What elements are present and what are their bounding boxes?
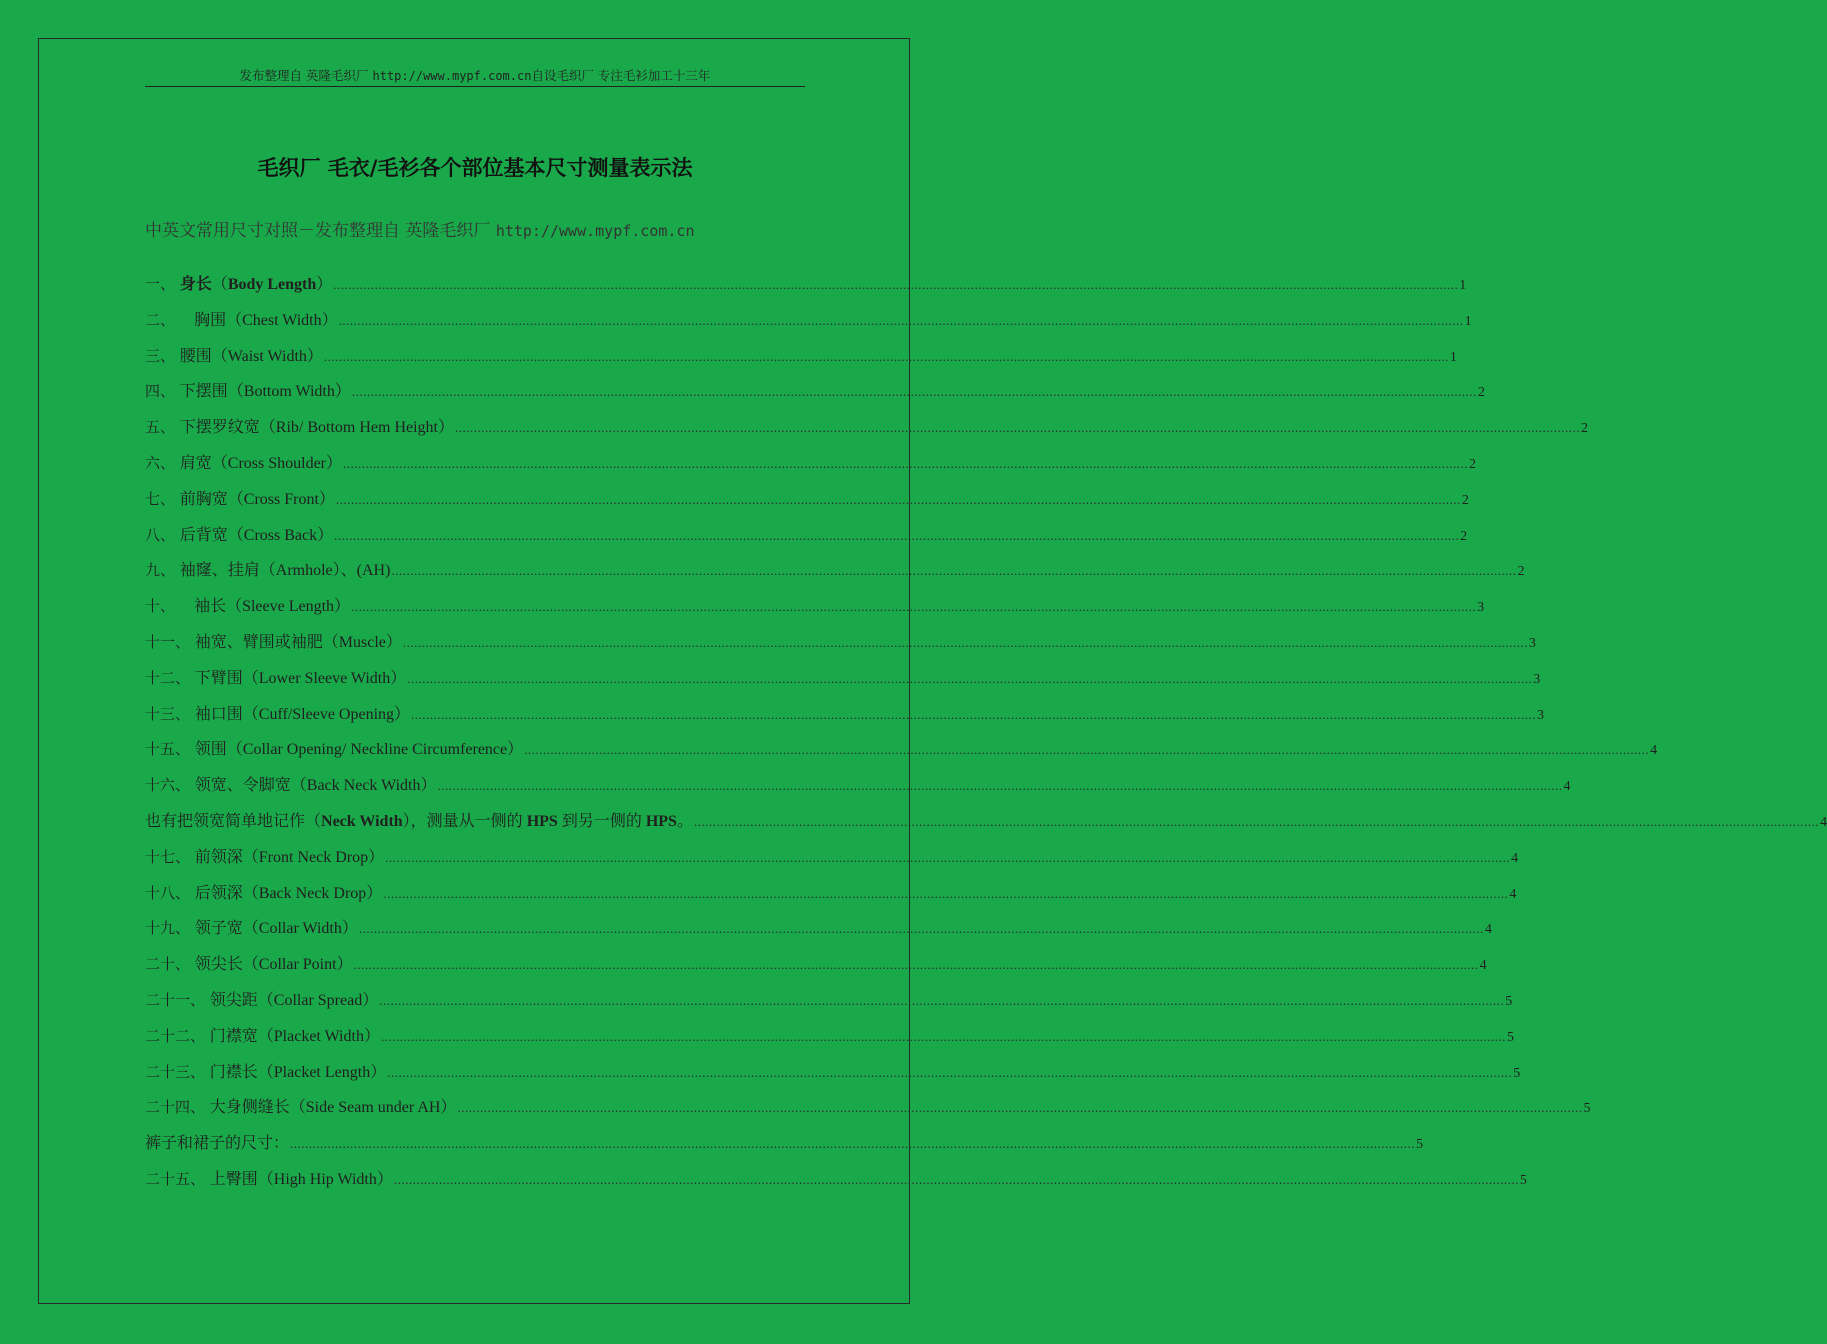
toc-entry-page-number: 4	[1479, 958, 1487, 974]
document-title: 毛织厂 毛衣/毛衫各个部位基本尺寸测量表示法	[257, 156, 693, 180]
toc-entry[interactable]	[145, 661, 1541, 697]
toc-entry[interactable]	[145, 804, 1827, 840]
toc-entry-label-part: ）	[316, 276, 333, 293]
toc-leader-dots: ............................................................................................................................................................................................................................................................................................................	[411, 706, 1537, 722]
toc-entry-page-number: 4	[1484, 922, 1492, 938]
toc-entry-label: 上臀围（High Hip Width）	[209, 1170, 393, 1188]
toc-entry-number: 十八、	[145, 883, 195, 902]
toc-entry[interactable]	[145, 983, 1513, 1019]
toc-leader-dots: ............................................................................................................................................................................................................................................................................................................	[338, 312, 1464, 328]
toc-entry-label: 裤子和裙子的尺寸：	[145, 1135, 290, 1153]
toc-entry-label-part: 身长	[179, 276, 212, 293]
toc-entry-number: 二十二、	[145, 1026, 210, 1045]
toc-leader-dots: ............................................................................................................................................................................................................................................................................................................	[383, 885, 1509, 901]
toc-entry-number: 二十四、	[145, 1098, 210, 1117]
toc-leader-dots: ............................................................................................................................................................................................................................................................................................................	[323, 348, 1449, 364]
toc-entry-number: 二十三、	[145, 1062, 210, 1081]
toc-entry-number: 十一、	[145, 632, 195, 651]
toc-entry-page-number: 5	[1505, 993, 1513, 1009]
toc-entry-label: 下摆围（Bottom Width）	[179, 383, 351, 401]
toc-leader-dots: ............................................................................................................................................................................................................................................................................................................	[402, 634, 1528, 650]
toc-entry-label: 领尖长（Collar Point）	[194, 956, 353, 974]
toc-leader-dots: ............................................................................................................................................................................................................................................................................................................	[380, 1028, 1506, 1044]
toc-leader-dots: ............................................................................................................................................................................................................................................................................................................	[457, 1100, 1583, 1116]
toc-leader-dots: ............................................................................................................................................................................................................................................................................................................	[343, 455, 1469, 471]
toc-entry-number: 三、	[145, 346, 180, 365]
toc-entry-label: 下臂围（Lower Sleeve Width）	[194, 669, 407, 687]
toc-entry[interactable]	[145, 1090, 1591, 1126]
toc-entry-page-number: 5	[1513, 1065, 1521, 1081]
toc-entry-number: 六、	[145, 453, 180, 472]
toc-entry[interactable]	[145, 1162, 1527, 1198]
toc-leader-dots: ............................................................................................................................................................................................................................................................................................................	[391, 563, 1517, 579]
toc-leader-dots: ............................................................................................................................................................................................................................................................................................................	[455, 420, 1581, 436]
toc-leader-dots: ............................................................................................................................................................................................................................................................................................................	[524, 742, 1650, 758]
toc-entry-page-number: 3	[1477, 600, 1485, 616]
toc-entry-page-number: 3	[1528, 635, 1536, 651]
toc-leader-dots: ............................................................................................................................................................................................................................................................................................................	[379, 992, 1505, 1008]
header-suffix: 自设毛织厂 专注毛衫加工十三年	[531, 68, 711, 83]
toc-entry-label	[145, 804, 693, 840]
toc-entry-page-number: 2	[1460, 528, 1468, 544]
toc-entry-number: 二、	[145, 310, 195, 329]
toc-entry[interactable]	[145, 446, 1477, 482]
toc-leader-dots: ............................................................................................................................................................................................................................................................................................................	[385, 849, 1511, 865]
toc-entry-page-number: 2	[1477, 385, 1485, 401]
toc-entry[interactable]	[145, 697, 1545, 733]
toc-entry-number: 四、	[145, 382, 180, 401]
header-prefix: 发布整理自 英隆毛织厂	[239, 68, 373, 83]
toc-leader-dots: ............................................................................................................................................................................................................................................................................................................	[437, 778, 1563, 794]
toc-entry-number: 十七、	[145, 847, 195, 866]
toc-entry-number: 十三、	[145, 704, 195, 723]
toc-entry-number: 五、	[145, 418, 180, 437]
toc-entry-label: 领尖距（Collar Spread）	[209, 991, 379, 1009]
toc-entry-label: 领宽、令脚宽（Back Neck Width）	[194, 777, 437, 795]
toc-entry-page-number: 5	[1583, 1101, 1591, 1117]
subtitle-text: 中英文常用尺寸对照－发布整理自 英隆毛织厂	[145, 221, 496, 241]
toc-entry-label-part: Body Length	[227, 276, 317, 293]
toc-entry[interactable]	[145, 1126, 1424, 1162]
header-url[interactable]: http://www.mypf.com.cn	[372, 69, 532, 83]
toc-leader-dots: ............................................................................................................................................................................................................................................................................................................	[387, 1064, 1513, 1080]
table-of-contents	[145, 267, 1827, 1198]
toc-leader-dots: ............................................................................................................................................................................................................................................................................................................	[351, 599, 1477, 615]
toc-entry[interactable]	[145, 840, 1519, 876]
toc-entry-page-number: 2	[1581, 421, 1589, 437]
toc-leader-dots: ............................................................................................................................................................................................................................................................................................................	[290, 1136, 1416, 1152]
toc-entry[interactable]	[145, 768, 1571, 804]
toc-entry-number: 七、	[145, 489, 180, 508]
toc-entry-label: 大身侧缝长（Side Seam under AH）	[209, 1099, 457, 1117]
toc-leader-dots: ............................................................................................................................................................................................................................................................................................................	[333, 277, 1459, 292]
toc-leader-dots: ............................................................................................................................................................................................................................................................................................................	[334, 527, 1460, 543]
toc-entry-label: 袖长（Sleeve Length）	[194, 598, 351, 616]
toc-entry-page-number: 5	[1519, 1172, 1527, 1188]
toc-entry-label: 领围（Collar Opening/ Neckline Circumference）	[194, 741, 524, 759]
toc-entry-number: 十、	[145, 597, 195, 616]
toc-entry[interactable]	[145, 911, 1492, 947]
toc-entry[interactable]	[145, 1019, 1514, 1055]
toc-entry-label-part: HPS	[526, 812, 558, 830]
toc-entry-page-number: 4	[1819, 814, 1827, 830]
toc-entry-number: 八、	[145, 525, 180, 544]
toc-leader-dots: ............................................................................................................................................................................................................................................................................................................	[351, 384, 1477, 400]
toc-entry-label: 袖口围（Cuff/Sleeve Opening）	[194, 705, 411, 723]
toc-entry-page-number: 4	[1509, 886, 1517, 902]
toc-entry-label-part: 。	[676, 812, 693, 830]
toc-entry[interactable]	[145, 947, 1487, 983]
toc-entry[interactable]	[145, 303, 1472, 339]
toc-entry-number: 二十一、	[145, 990, 210, 1009]
toc-entry-number: 九、	[145, 561, 180, 580]
toc-entry[interactable]	[145, 339, 1457, 375]
toc-entry-page-number: 3	[1537, 707, 1545, 723]
toc-entry-label-part: 到另一侧的	[557, 812, 646, 830]
toc-entry-label: 前领深（Front Neck Drop）	[194, 848, 385, 866]
toc-leader-dots: ............................................................................................................................................................................................................................................................................................................	[407, 670, 1533, 686]
toc-entry[interactable]	[145, 1055, 1521, 1091]
toc-entry-number: 十六、	[145, 776, 195, 795]
page-header	[145, 66, 805, 87]
toc-entry-label: 领子宽（Collar Width）	[194, 920, 358, 938]
toc-entry-page-number: 4	[1511, 850, 1519, 866]
toc-entry[interactable]	[145, 732, 1658, 768]
toc-leader-dots: ............................................................................................................................................................................................................................................................................................................	[353, 957, 1479, 973]
toc-entry-label-part: （	[211, 276, 228, 293]
toc-entry-label-part: 也有把领宽简单地记作（	[145, 812, 322, 830]
toc-entry[interactable]	[145, 267, 1467, 303]
toc-entry-label: 胸围（Chest Width）	[194, 311, 338, 329]
toc-entry[interactable]	[145, 410, 1589, 446]
toc-leader-dots: ............................................................................................................................................................................................................................................................................................................	[693, 813, 1819, 829]
toc-entry-page-number: 2	[1517, 564, 1525, 580]
toc-entry-label: 后背宽（Cross Back）	[179, 526, 334, 544]
toc-entry-number: 一、	[145, 275, 180, 293]
toc-entry-label-part: ），测量从一侧的	[402, 812, 527, 830]
toc-entry-page-number: 2	[1461, 492, 1469, 508]
toc-entry-label: 门襟宽（Placket Width）	[209, 1027, 380, 1045]
document-subtitle	[145, 216, 825, 241]
toc-entry[interactable]	[145, 518, 1468, 554]
toc-entry[interactable]	[145, 482, 1469, 518]
toc-entry[interactable]	[145, 589, 1485, 625]
toc-entry-page-number: 4	[1650, 743, 1658, 759]
toc-entry-label: 后领深（Back Neck Drop）	[194, 884, 383, 902]
toc-entry-label: 肩宽（Cross Shoulder）	[179, 454, 343, 472]
toc-entry-page-number: 5	[1506, 1029, 1514, 1045]
toc-entry-number: 十二、	[145, 668, 195, 687]
toc-entry-label: 袖窿、挂肩（Armhole）、(AH)	[179, 562, 391, 580]
subtitle-url[interactable]: http://www.mypf.com.cn	[495, 222, 695, 240]
toc-entry-page-number: 1	[1464, 313, 1472, 329]
toc-entry-label-part: Neck Width	[321, 812, 403, 830]
toc-leader-dots: ............................................................................................................................................................................................................................................................................................................	[393, 1171, 1519, 1187]
toc-entry-page-number: 3	[1533, 671, 1541, 687]
toc-entry-label: 下摆罗纹宽（Rib/ Bottom Hem Height）	[179, 419, 455, 437]
toc-entry-label: 前胸宽（Cross Front）	[179, 490, 335, 508]
toc-entry-page-number: 4	[1563, 779, 1571, 795]
toc-entry[interactable]	[145, 876, 1517, 912]
toc-entry[interactable]	[145, 553, 1525, 589]
toc-entry-number: 十五、	[145, 740, 195, 759]
toc-entry-page-number: 1	[1449, 349, 1457, 365]
toc-entry-page-number: 1	[1459, 278, 1467, 293]
toc-entry-number: 十九、	[145, 919, 195, 938]
toc-entry-page-number: 5	[1416, 1137, 1424, 1153]
toc-leader-dots: ............................................................................................................................................................................................................................................................................................................	[335, 491, 1461, 507]
toc-entry[interactable]	[145, 374, 1485, 410]
toc-entry-number: 二十、	[145, 955, 195, 974]
toc-entry-label-part: HPS	[645, 812, 677, 830]
toc-entry-label: 腰围（Waist Width）	[179, 347, 323, 365]
toc-leader-dots: ............................................................................................................................................................................................................................................................................................................	[358, 921, 1484, 937]
toc-entry-page-number: 2	[1469, 456, 1477, 472]
toc-entry-label	[180, 267, 333, 303]
toc-entry-label: 袖宽、臂围或袖肥（Muscle）	[194, 633, 402, 651]
toc-entry-number: 二十五、	[145, 1169, 210, 1188]
toc-entry[interactable]	[145, 625, 1536, 661]
toc-entry-label: 门襟长（Placket Length）	[209, 1063, 387, 1081]
